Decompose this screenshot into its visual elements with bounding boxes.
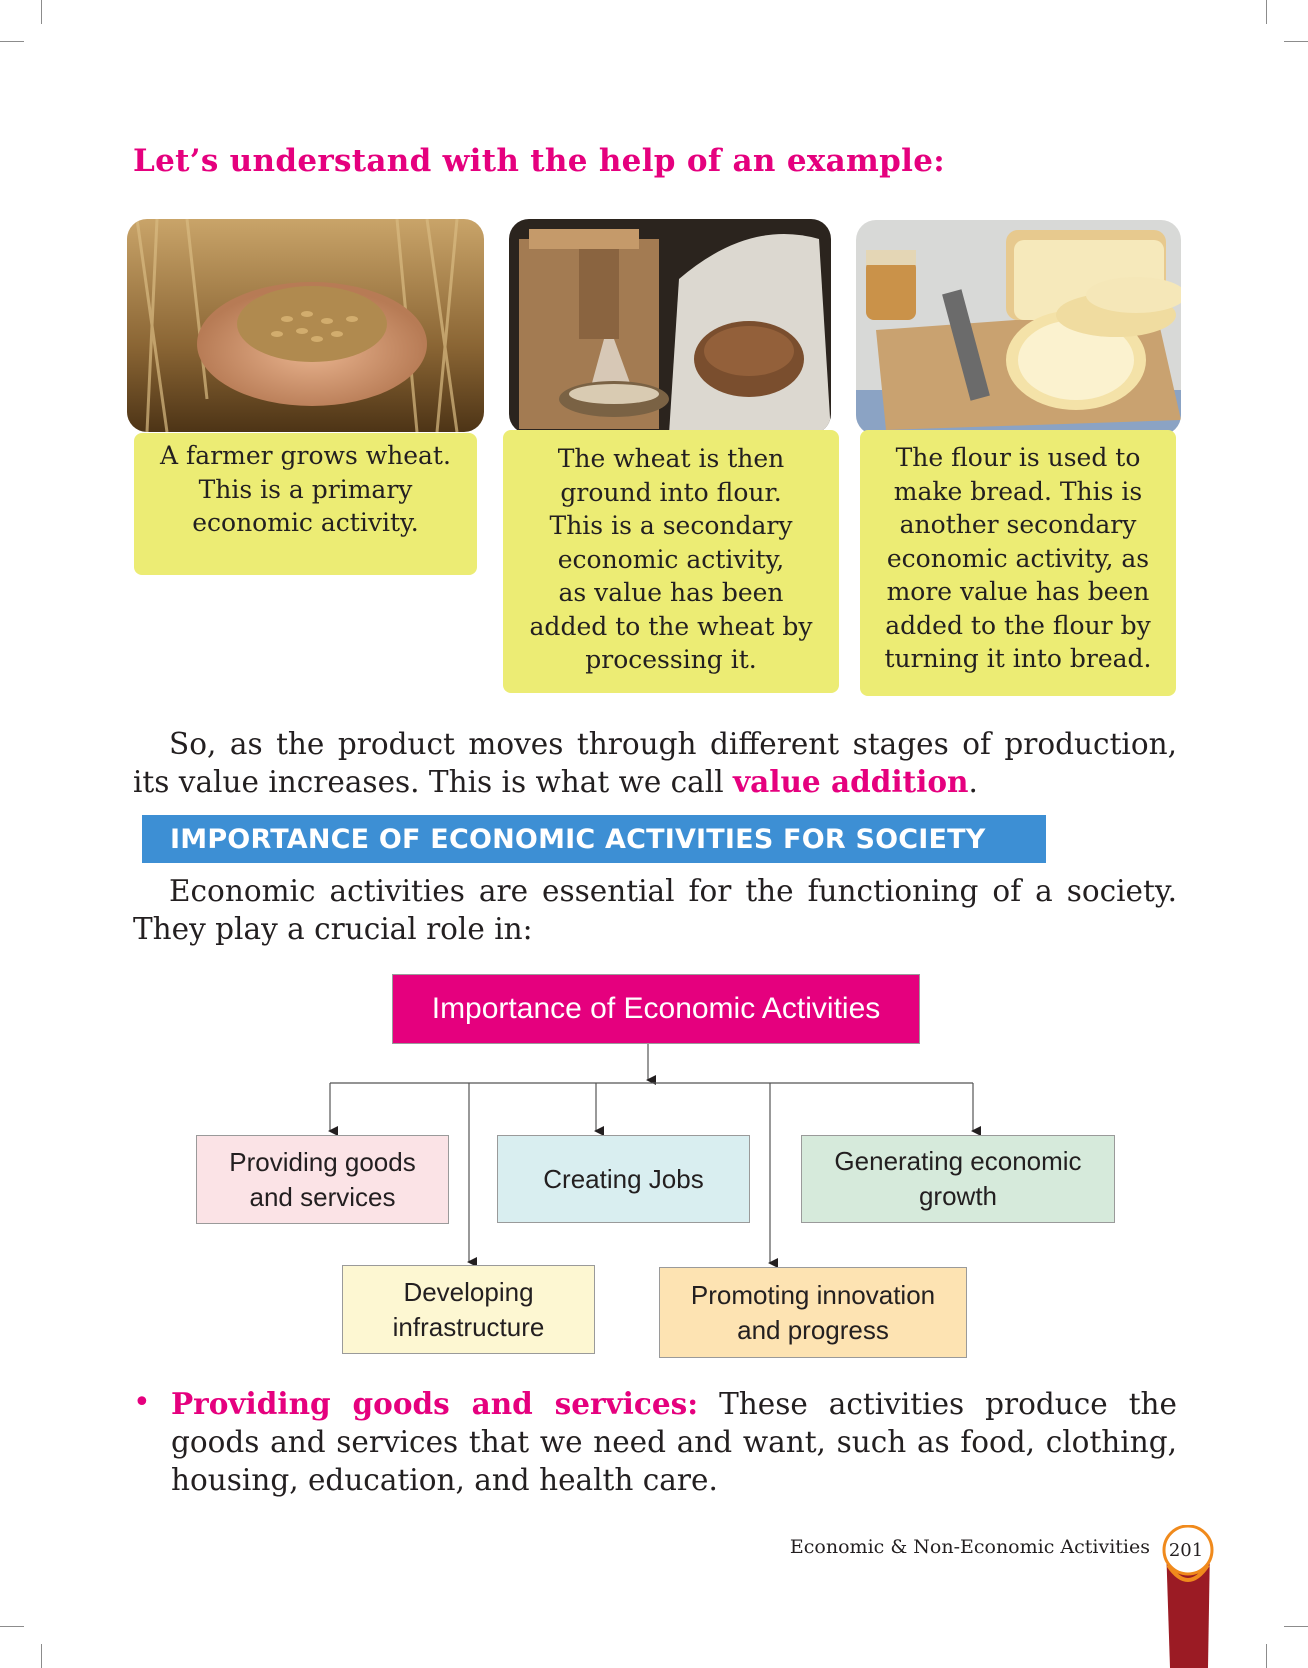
caption-line: ground into flour. [560,477,782,507]
bullet-text [171,1385,1177,1499]
crop-mark [1284,1626,1308,1627]
node-line: Developing [403,1276,534,1307]
bullet-term: Providing goods and services: [171,1386,699,1421]
diagram-node-infrastructure [342,1265,595,1354]
caption-line: processing it. [585,645,757,674]
caption-line: added to the flour by [885,610,1151,640]
section-intro-paragraph: Economic activities are essential for the functioning of a society. They play a crucial role in: [133,874,1177,946]
value-addition-paragraph [133,725,1177,801]
node-line: Generating economic [834,1146,1082,1176]
footer-chapter-title: Economic & Non-Economic Activities [789,1536,1150,1558]
diagram-node-creating-jobs [497,1135,750,1223]
caption-line: make bread. This is [893,476,1143,506]
caption-line: another secondary [899,510,1137,539]
node-line: Creating Jobs [543,1163,704,1194]
crop-mark [0,41,24,42]
crop-mark [0,1626,24,1627]
node-line: growth [918,1181,998,1211]
section-heading-bar [142,815,1046,863]
sliced-bread-photo [856,220,1181,435]
paragraph-text: So, as the product moves through different stages of production, its value increases. This is what we call [133,727,1177,799]
node-line: Providing goods [229,1146,416,1177]
caption-line: This is a secondary [549,511,793,540]
diagram-node-providing-goods [196,1135,449,1224]
caption-card-1 [134,433,477,575]
caption-line: as value has been [558,578,784,607]
grain-mill-flour-photo [509,219,831,434]
caption-line: economic activity, as [886,543,1150,573]
bullet-description: These activities produce the goods and services that we need and want, such as food, clothing, housing, education, and health care. [171,1387,1178,1497]
node-line: and progress [737,1314,889,1345]
caption-line: economic activity, [557,544,785,574]
bullet-item-providing-goods [133,1385,1177,1499]
caption-card-3 [860,430,1176,696]
crop-mark [41,0,42,24]
node-line: and services [249,1181,396,1212]
caption-line: A farmer grows wheat. [160,441,451,470]
caption-line: economic activity. [192,508,419,537]
section-title: IMPORTANCE OF ECONOMIC ACTIVITIES FOR SOCIETY [170,824,986,855]
value-addition-term: value addition [733,764,969,799]
diagram-node-economic-growth [801,1135,1115,1223]
node-line: infrastructure [392,1311,545,1342]
crop-mark [1284,41,1308,42]
diagram-node-innovation [659,1267,967,1358]
paragraph-end: . [968,765,978,799]
caption-line: The flour is used to [895,443,1141,472]
node-line: Promoting innovation [690,1279,936,1310]
caption-card-2 [503,430,839,693]
example-heading: Let’s understand with the help of an example: [133,143,945,179]
caption-line: This is a primary [198,474,413,504]
crop-mark [1266,1644,1267,1668]
bullet-icon: • [133,1385,151,1420]
crop-mark [41,1644,42,1668]
wheat-in-hands-photo [127,219,484,432]
caption-line: The wheat is then [557,444,785,473]
caption-line: turning it into bread. [884,644,1152,673]
diagram-root-node: Importance of Economic Activities [392,974,920,1044]
caption-line: more value has been [886,577,1150,606]
page-number: 201 [1168,1539,1204,1561]
crop-mark [1266,0,1267,24]
caption-line: added to the wheat by [529,611,813,641]
